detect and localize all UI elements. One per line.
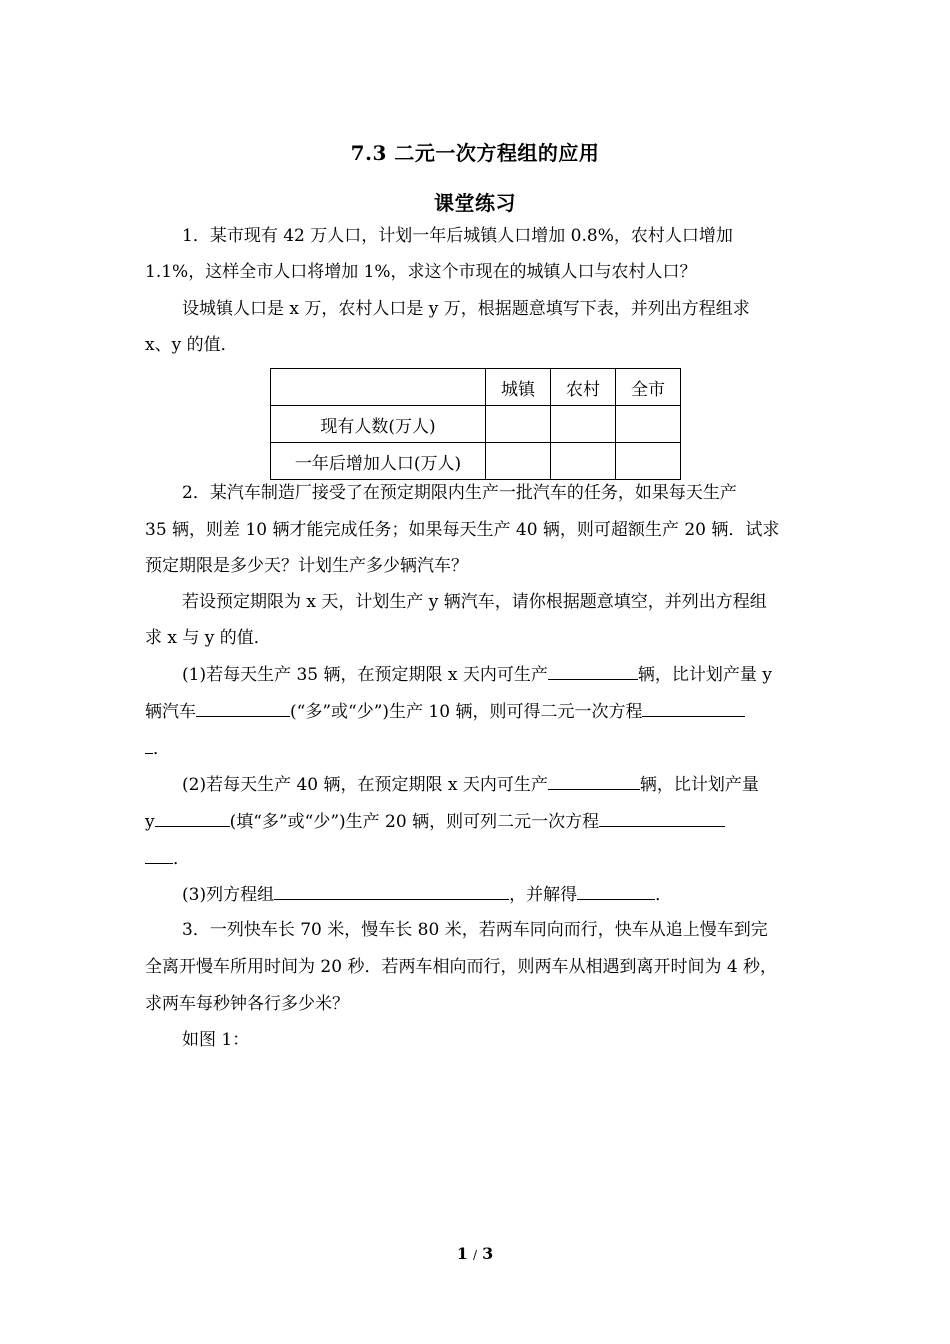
table-header-row <box>271 369 681 406</box>
section-subtitle: 课堂练习 <box>434 191 516 215</box>
answer-blank[interactable] <box>145 847 173 864</box>
table-header-cell: 农村 <box>551 369 616 406</box>
answer-blank[interactable] <box>274 883 509 900</box>
table-row <box>271 443 681 480</box>
total-pages: 3 <box>482 1244 494 1263</box>
population-table <box>270 368 681 480</box>
q2-part2-text-e: ． <box>173 849 190 869</box>
table-header-cell: 城镇 <box>486 369 551 406</box>
table-cell <box>486 406 551 443</box>
table-row <box>271 406 681 443</box>
q1-line-2: 1.1%，这样全市人口将增加 1%，求这个市现在的城镇人口与农村人口？ <box>145 262 697 282</box>
q2-part2-text-a: (2)若每天生产 40 辆，在预定期限 x 天内可生产 <box>182 775 548 795</box>
q2-part3-text-c: ． <box>655 885 673 905</box>
table-row-label: 一年后增加人口(万人) <box>271 443 486 480</box>
answer-blank[interactable] <box>155 810 230 827</box>
q2-part1-line-1 <box>182 663 810 686</box>
table-cell <box>551 443 616 480</box>
q3-line-1: 3．一列快车长 70 米，慢车长 80 米，若两车同向而行，快车从追上慢车到完 <box>182 920 768 940</box>
answer-blank[interactable] <box>599 810 725 827</box>
q2-part3-text-a: (3)列方程组 <box>182 885 275 905</box>
q2-line-3: 预定期限是多少天？计划生产多少辆汽车？ <box>145 556 468 576</box>
table-cell <box>616 443 681 480</box>
answer-blank[interactable] <box>642 700 745 717</box>
q2-part2-line-3 <box>145 847 810 870</box>
q3-line-2: 全离开慢车所用时间为 20 秒．若两车相向而行，则两车从相遇到离开时间为 4 秒， <box>145 957 778 977</box>
q1-line-4: x、y 的值． <box>145 335 238 355</box>
answer-blank[interactable] <box>145 737 153 754</box>
q2-part1-text-a: (1)若每天生产 35 辆，在预定期限 x 天内可生产 <box>182 665 548 685</box>
answer-blank[interactable] <box>548 773 640 790</box>
q2-part1-text-e: ． <box>153 739 170 759</box>
q2-part1-line-2 <box>145 700 810 723</box>
answer-blank[interactable] <box>548 663 638 680</box>
current-page: 1 <box>456 1244 468 1263</box>
q2-part1-text-d: (“多”或“少”)生产 10 辆，则可得二元一次方程 <box>290 702 643 722</box>
q2-part2-text-b: 辆，比计划产量 <box>639 775 759 795</box>
answer-blank[interactable] <box>577 883 655 900</box>
q1-line-1: 1．某市现有 42 万人口，计划一年后城镇人口增加 0.8%，农村人口增加 <box>182 226 733 246</box>
q2-part2-line-2 <box>145 810 810 833</box>
q2-part2-text-d: (填“多”或“少”)生产 20 辆，则可列二元一次方程 <box>229 812 600 832</box>
q2-part3-text-b: ，并解得 <box>509 885 578 905</box>
q2-part3-line <box>182 883 810 906</box>
q3-line-4: 如图 1： <box>182 1030 250 1050</box>
page-title: 7.3 二元一次方程组的应用 <box>350 141 600 165</box>
table-row-label: 现有人数(万人) <box>271 406 486 443</box>
q2-part1-line-3 <box>145 737 810 760</box>
q2-part2-line-1 <box>182 773 810 796</box>
table-cell <box>616 406 681 443</box>
q3-line-3: 求两车每秒钟各行多少米？ <box>145 994 349 1014</box>
table-cell <box>551 406 616 443</box>
answer-blank[interactable] <box>196 700 290 717</box>
table-header-cell <box>271 369 486 406</box>
q2-line-2: 35 辆，则差 10 辆才能完成任务；如果每天生产 40 辆，则可超额生产 20 辆．试求 <box>145 520 780 540</box>
q2-part1-text-b: 辆，比计划产量 y <box>637 665 772 685</box>
q2-line-5: 求 x 与 y 的值． <box>145 628 271 648</box>
page-separator: / <box>472 1248 478 1262</box>
q2-part2-text-c: y <box>145 812 155 832</box>
q2-line-4: 若设预定期限为 x 天，计划生产 y 辆汽车，请你根据题意填空，并列出方程组 <box>182 592 767 612</box>
q2-line-1: 2．某汽车制造厂接受了在预定期限内生产一批汽车的任务，如果每天生产 <box>182 483 737 503</box>
table-cell <box>486 443 551 480</box>
q2-part1-text-c: 辆汽车 <box>145 702 196 722</box>
page-number <box>0 1244 950 1263</box>
q1-line-3: 设城镇人口是 x 万，农村人口是 y 万，根据题意填写下表，并列出方程组求 <box>182 299 750 319</box>
table-header-cell: 全市 <box>616 369 681 406</box>
